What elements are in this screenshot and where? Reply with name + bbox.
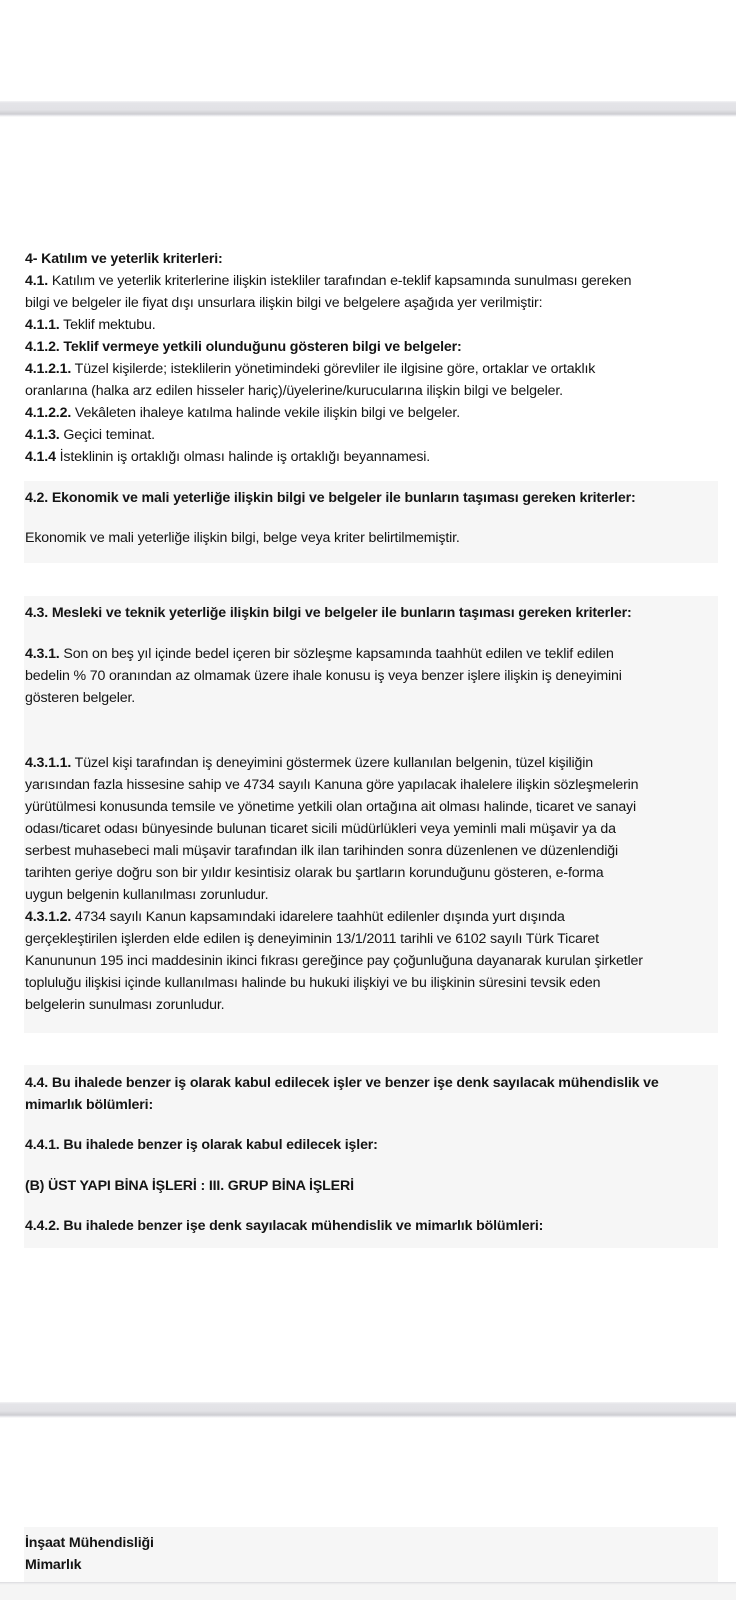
clause-text-line: tarihten geriye doğru son bir yıldır kesintisiz olarak bu şartların korunduğunu gösteren, e-forma	[25, 865, 604, 881]
department-item: İnşaat Mühendisliği	[25, 1535, 154, 1551]
clause-text-line: uygun belgenin kullanılması zorunludur.	[25, 887, 269, 903]
clause-text: İsteklinin iş ortaklığı olması halinde iş ortaklığı beyannamesi.	[55, 449, 431, 465]
page-separator	[0, 1402, 736, 1418]
clause-number: 4.1.1.	[25, 317, 60, 333]
clause-number: 4.1.4	[25, 449, 56, 465]
section-4-2-body: Ekonomik ve mali yeterliğe ilişkin bilgi, belge veya kriter belirtilmemiştir.	[25, 530, 460, 546]
clause-4-3-1	[25, 643, 725, 665]
clause-text-line: yarısından fazla hissesine sahip ve 4734 sayılı Kanuna göre yapılacak ihalelere ilişkin sözleşmelerin	[25, 777, 639, 793]
clause-text: Son on beş yıl içinde bedel içeren bir sözleşme kapsamında taahhüt edilen ve teklif edilen	[59, 646, 614, 662]
clause-text-line: yürütülmesi konusunda temsile ve yönetime yetkili olan ortağına ait olması halinde, ticaret ve sanayi	[25, 799, 636, 815]
clause-number: 4.3.1.	[25, 646, 60, 662]
clause-text: 4734 sayılı Kanun kapsamındaki idarelere taahhüt edilenler dışında yurt dışında	[71, 909, 565, 925]
clause-4-1-2: 4.1.2. Teklif vermeye yetkili olunduğunu gösteren bilgi ve belgeler:	[25, 339, 462, 355]
clause-text-line: bilgi ve belgeler ile fiyat dışı unsurlara ilişkin bilgi ve belgelere aşağıda yer verilmiştir:	[25, 295, 543, 311]
clause-4-4-1: 4.4.1. Bu ihalede benzer iş olarak kabul edilecek işler:	[25, 1137, 378, 1153]
section-4-4-heading-cont: mimarlık bölümleri:	[25, 1097, 154, 1113]
clause-number: 4.1.3.	[25, 427, 60, 443]
clause-text-line: odası/ticaret odası bünyesinde bulunan ticaret sicili müdürlükleri veya yeminli mali müşavir ya da	[25, 821, 616, 837]
clause-number: 4.1.2.1.	[25, 361, 72, 377]
clause-number: 4.3.1.1.	[25, 755, 72, 771]
clause-text-line: Kanununun 195 inci maddesinin ikinci fıkrası gereğince pay çoğunluğuna dayanarak kurulan şirketler	[25, 953, 643, 969]
clause-number: 4.3.1.2.	[25, 909, 72, 925]
clause-text: Vekâleten ihaleye katılma halinde vekile ilişkin bilgi ve belgeler.	[71, 405, 460, 421]
clause-4-1-3	[25, 424, 725, 446]
clause-text-line: topluluğu ilişkisi içinde kullanılması halinde bu hukuki ilişkiyi ve bu ilişkinin süresini tevsik eden	[25, 975, 601, 991]
similar-work-category: (B) ÜST YAPI BİNA İŞLERİ : III. GRUP BİNA İŞLERİ	[25, 1178, 354, 1194]
clause-4-1-2-2	[25, 402, 725, 424]
clause-number: 4.1.	[25, 273, 49, 289]
clause-text: Geçici teminat.	[59, 427, 155, 443]
department-item: Mimarlık	[25, 1557, 82, 1573]
clause-text: Tüzel kişilerde; isteklilerin yönetimindeki görevliler ile ilgisine göre, ortaklar ve ortaklık	[71, 361, 596, 377]
clause-4-1-1	[25, 314, 725, 336]
page-footer-band	[0, 1582, 736, 1600]
section-4-2-heading: 4.2. Ekonomik ve mali yeterliğe ilişkin bilgi ve belgeler ile bunların taşıması gereken kriterler:	[25, 490, 636, 506]
clause-4-4-2: 4.4.2. Bu ihalede benzer işe denk sayılacak mühendislik ve mimarlık bölümleri:	[25, 1218, 544, 1234]
section-4-4-heading: 4.4. Bu ihalede benzer iş olarak kabul edilecek işler ve benzer işe denk sayılacak mühendislik ve	[25, 1075, 659, 1091]
clause-text-line: oranlarına (halka arz edilen hisseler hariç)/üyelerine/kurucularına ilişkin bilgi ve belgeler.	[25, 383, 563, 399]
clause-text: Katılım ve yeterlik kriterlerine ilişkin istekliler tarafından e-teklif kapsamında sunulması gereken	[48, 273, 632, 289]
clause-text-line: belgelerin sunulması zorunludur.	[25, 997, 225, 1013]
section-heading: 4- Katılım ve yeterlik kriterleri:	[25, 251, 223, 267]
clause-text-line: gösteren belgeler.	[25, 690, 136, 706]
clause-4-1	[25, 270, 725, 292]
clause-4-3-1-2	[25, 906, 725, 928]
clause-text-line: gerçekleştirilen işlerden elde edilen iş deneyiminin 13/1/2011 tarihli ve 6102 sayılı Türk Ticaret	[25, 931, 599, 947]
clause-number: 4.1.2.2.	[25, 405, 72, 421]
clause-text: Teklif mektubu.	[59, 317, 156, 333]
clause-4-1-4	[25, 446, 725, 468]
page-separator	[0, 101, 736, 117]
clause-4-3-1-1	[25, 752, 725, 774]
clause-4-1-2-1	[25, 358, 725, 380]
section-4-3-heading: 4.3. Mesleki ve teknik yeterliğe ilişkin bilgi ve belgeler ile bunların taşıması gereken kriterler:	[25, 605, 632, 621]
clause-text-line: serbest muhasebeci mali müşavir tarafından ilk ilan tarihinden sonra düzenlenen ve düzenlendiği	[25, 843, 619, 859]
clause-text-line: bedelin % 70 oranından az olmamak üzere ihale konusu iş veya benzer işlere ilişkin iş deneyimini	[25, 668, 622, 684]
clause-text: Tüzel kişi tarafından iş deneyimini göstermek üzere kullanılan belgenin, tüzel kişiliğin	[71, 755, 593, 771]
